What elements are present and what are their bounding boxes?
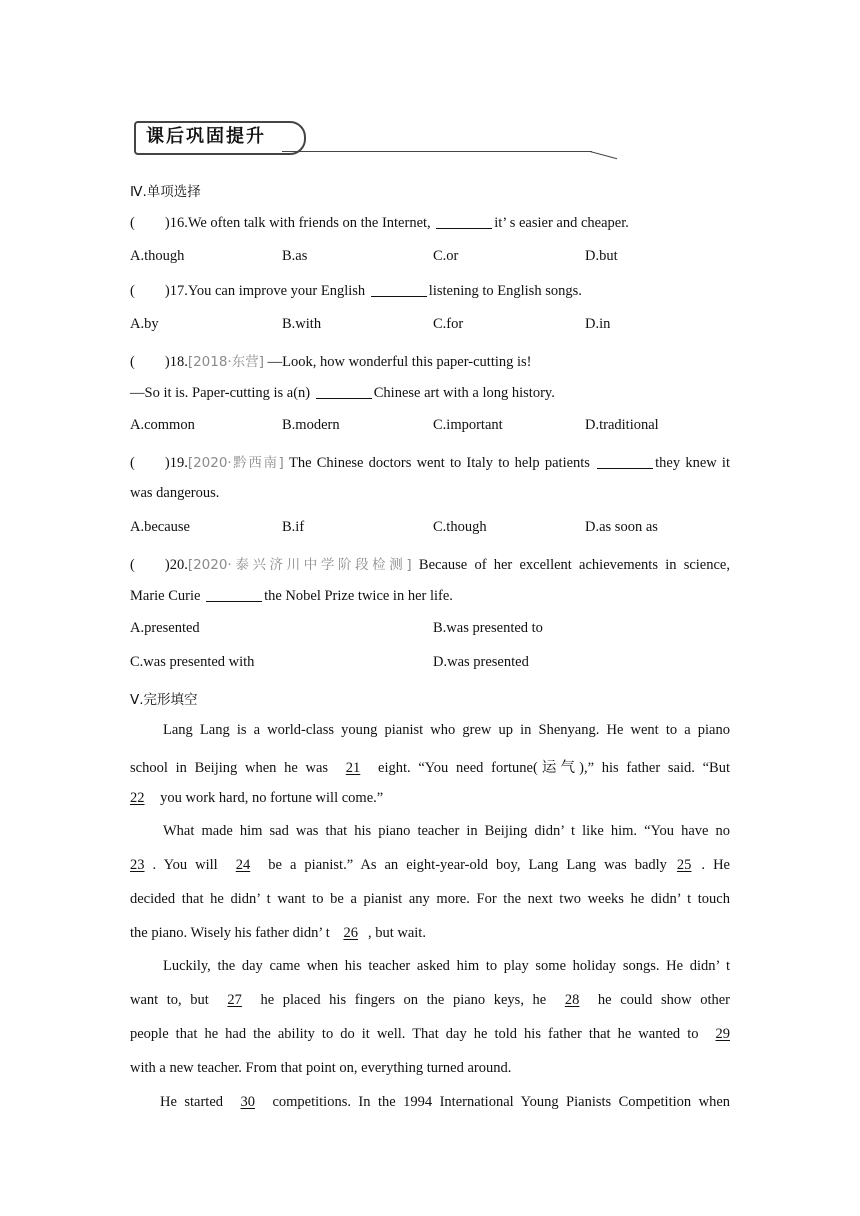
question-18-line2: [130, 384, 555, 402]
answer-paren-open: (: [130, 283, 135, 299]
option-c: C.or: [433, 248, 459, 264]
passage-text: competitions. In the 1994 International Young Pianists Competition when: [264, 1094, 731, 1110]
section4-title: Ⅳ.单项选择: [130, 184, 201, 200]
question-16: [130, 214, 629, 232]
question-number: 19.: [169, 455, 188, 471]
question-19-line2: was dangerous.: [130, 485, 220, 501]
question-text: The Chinese doctors went to Italy to help patients: [283, 455, 596, 471]
blank-21[interactable]: 21: [345, 760, 361, 776]
question-20-line2: [130, 587, 453, 605]
question-text: Chinese art with a long history.: [373, 385, 555, 401]
passage-text: want to, but: [130, 992, 218, 1008]
passage-p1-line1: Lang Lang is a world-class young pianist who grew up in Shenyang. He went to a piano: [163, 722, 730, 738]
option-d: D.was presented: [433, 654, 529, 670]
question-text: it’ s easier and cheaper.: [494, 215, 629, 231]
option-c: C.was presented with: [130, 654, 255, 670]
blank-29[interactable]: 29: [715, 1026, 730, 1042]
question-text: Marie Curie: [130, 588, 205, 604]
answer-paren-open: (: [130, 354, 135, 370]
passage-p2-line2: [130, 857, 730, 874]
passage-text: school in Beijing when he was: [130, 760, 336, 776]
passage-text: eight. “You need fortune(运气),” his father said. “But: [370, 760, 730, 776]
question-17: [130, 282, 582, 300]
fill-blank[interactable]: [597, 454, 653, 469]
question-text: listening to English songs.: [428, 283, 582, 299]
option-c: C.though: [433, 519, 487, 535]
blank-24[interactable]: 24: [235, 857, 251, 873]
blank-22[interactable]: 22: [130, 790, 145, 806]
passage-p3-line1: Luckily, the day came when his teacher asked him to play some holiday songs. He didn’ t: [163, 958, 730, 974]
passage-p2-line4: [130, 925, 426, 942]
passage-text: you work hard, no fortune will come.”: [156, 790, 384, 806]
passage-p3-line2: [130, 992, 730, 1009]
passage-text: He started: [160, 1094, 231, 1110]
question-text: Because of her excellent achievements in science,: [411, 557, 730, 573]
passage-text: the piano. Wisely his father didn’ t: [130, 925, 334, 941]
answer-paren-close: ): [164, 455, 170, 471]
option-c: C.important: [433, 417, 503, 433]
fill-blank[interactable]: [371, 282, 427, 297]
option-b: B.if: [282, 519, 305, 535]
answer-paren-close: ): [164, 215, 170, 231]
banner-rule: [282, 151, 592, 152]
passage-p1-line2: [130, 756, 730, 777]
passage-text: . You will: [152, 857, 226, 873]
question-text: the Nobel Prize twice in her life.: [264, 588, 453, 604]
question-text: they knew it: [655, 455, 730, 471]
answer-paren-open: (: [130, 455, 135, 471]
question-text: —Look, how wonderful this paper-cutting is!: [264, 354, 532, 370]
question-text: —So it is. Paper-cutting is a(n): [130, 385, 314, 401]
passage-p4-line1: [160, 1094, 730, 1111]
question-source: [2020·黔西南]: [187, 455, 284, 471]
question-19: [130, 451, 730, 472]
passage-text: . He: [701, 857, 730, 873]
option-b: B.was presented to: [433, 620, 543, 636]
passage-p1-line3: [130, 790, 383, 807]
option-d: D.traditional: [585, 417, 659, 433]
option-c: C.for: [433, 316, 464, 332]
option-a: A.common: [130, 417, 195, 433]
passage-text: be a pianist.” As an eight-year-old boy, Lang Lang was badly: [260, 857, 667, 873]
section5-title: Ⅴ.完形填空: [130, 692, 198, 708]
question-text: 17.You can improve your English: [169, 283, 369, 299]
answer-paren-close: ): [164, 283, 170, 299]
banner-rule-tail: [590, 151, 617, 159]
option-b: B.as: [282, 248, 308, 264]
passage-p2-line1: What made him sad was that his piano teacher in Beijing didn’ t like him. “You have no: [163, 823, 730, 839]
question-text: 16.We often talk with friends on the Internet,: [169, 215, 435, 231]
fill-blank[interactable]: [206, 587, 262, 602]
answer-paren-open: (: [130, 557, 135, 573]
passage-p2-line3: decided that he didn’ t want to be a pianist any more. For the next two weeks he didn’ t touch: [130, 891, 730, 907]
passage-text: he placed his fingers on the piano keys, he: [251, 992, 555, 1008]
passage-p3-line3: [130, 1026, 730, 1043]
passage-text: , but wait.: [367, 925, 426, 941]
question-20: [130, 553, 730, 574]
question-number: 18.: [169, 354, 188, 370]
banner-title: 课后巩固提升: [146, 126, 266, 147]
option-d: D.but: [585, 248, 618, 264]
question-18: [130, 350, 532, 371]
blank-27[interactable]: 27: [227, 992, 242, 1008]
question-source: [2020·泰兴济川中学阶段检测]: [187, 557, 412, 573]
option-d: D.as soon as: [585, 519, 658, 535]
answer-paren-close: ): [164, 557, 170, 573]
option-b: B.with: [282, 316, 322, 332]
option-a: A.by: [130, 316, 159, 332]
answer-paren-close: ): [164, 354, 170, 370]
blank-25[interactable]: 25: [676, 857, 692, 873]
option-a: A.presented: [130, 620, 200, 636]
fill-blank[interactable]: [316, 384, 372, 399]
question-source: [2018·东营]: [187, 354, 264, 370]
option-a: A.because: [130, 519, 190, 535]
blank-23[interactable]: 23: [130, 857, 145, 873]
question-number: 20.: [169, 557, 188, 573]
blank-28[interactable]: 28: [564, 992, 580, 1008]
passage-text: he could show other: [589, 992, 730, 1008]
passage-text: people that he had the ability to do it well. That day he told his father that he wanted to: [130, 1026, 706, 1042]
blank-26[interactable]: 26: [343, 925, 358, 941]
option-d: D.in: [585, 316, 611, 332]
blank-30[interactable]: 30: [240, 1094, 255, 1110]
passage-p3-line4: with a new teacher. From that point on, everything turned around.: [130, 1060, 512, 1076]
section-banner: [132, 118, 622, 162]
option-a: A.though: [130, 248, 185, 264]
answer-paren-open: (: [130, 215, 135, 231]
option-b: B.modern: [282, 417, 340, 433]
fill-blank[interactable]: [436, 214, 492, 229]
